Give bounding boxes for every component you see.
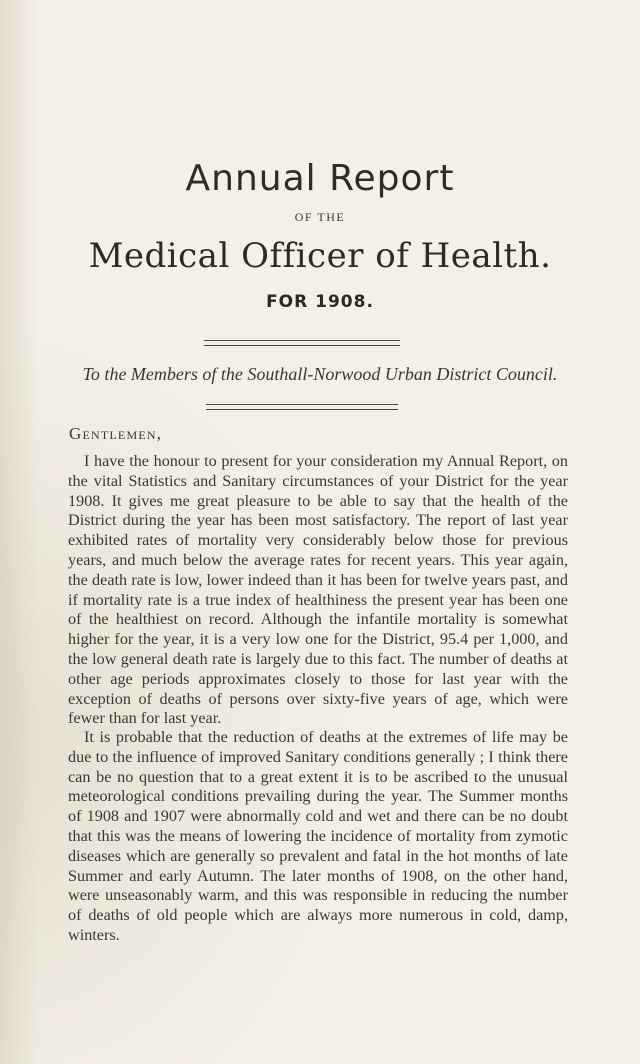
report-subtitle: Medical Officer of Health.: [88, 236, 552, 276]
address-line: To the Members of the Southall-Norwood Urban District Council.: [82, 364, 558, 384]
body-paragraph: It is probable that the reduction of deaths at the extremes of life may be due to the influence of improved Sanitary conditions generally ; I think there can be no question that to a great extent it is to be ascribed to the unusual meteorological conditions prevailing during the year. The Summer months of 1908 and 1907 were abnormally cold and wet and there can be no doubt that this was the means of lowering the incidence of mortality from zymotic diseases which are generally so prevalent and fatal in the hot months of late Summer and early Autumn. The later months of 1908, on the other hand, were unseasonably warm, and this was responsible in reducing the number of deaths of old people which are always more numerous in cold, damp, winters.: [68, 728, 568, 944]
body-paragraph: I have the honour to present for your consideration my Annual Report, on the vital Statistics and Sanitary circumstances of your District for the year 1908. It gives me great pleasure to be able to say that the health of the District during the year has been most satisfactory. The report of last year exhibited rates of mortality very considerably below those for previous years, and much below the average rates for recent years. This year again, the death rate is low, lower indeed than it has been for twelve years past, and if mortality rate is a true index of healthiness the present year has been one of the healthiest on record. Although the infantile mortality is somewhat higher for the year, it is a very low one for the District, 95.4 per 1,000, and the low general death rate is largely due to this fact. The number of deaths at other age periods approximates closely to those for last year with the exception of deaths of persons over sixty-five years of age, which were fewer than for last year.: [68, 452, 568, 728]
double-rule-divider: [204, 340, 400, 346]
report-title: Annual Report: [185, 158, 455, 199]
report-year: FOR 1908.: [266, 292, 374, 312]
report-connector: OF THE: [294, 210, 346, 224]
salutation: Gentlemen,: [69, 424, 163, 443]
double-rule-divider: [206, 404, 398, 410]
